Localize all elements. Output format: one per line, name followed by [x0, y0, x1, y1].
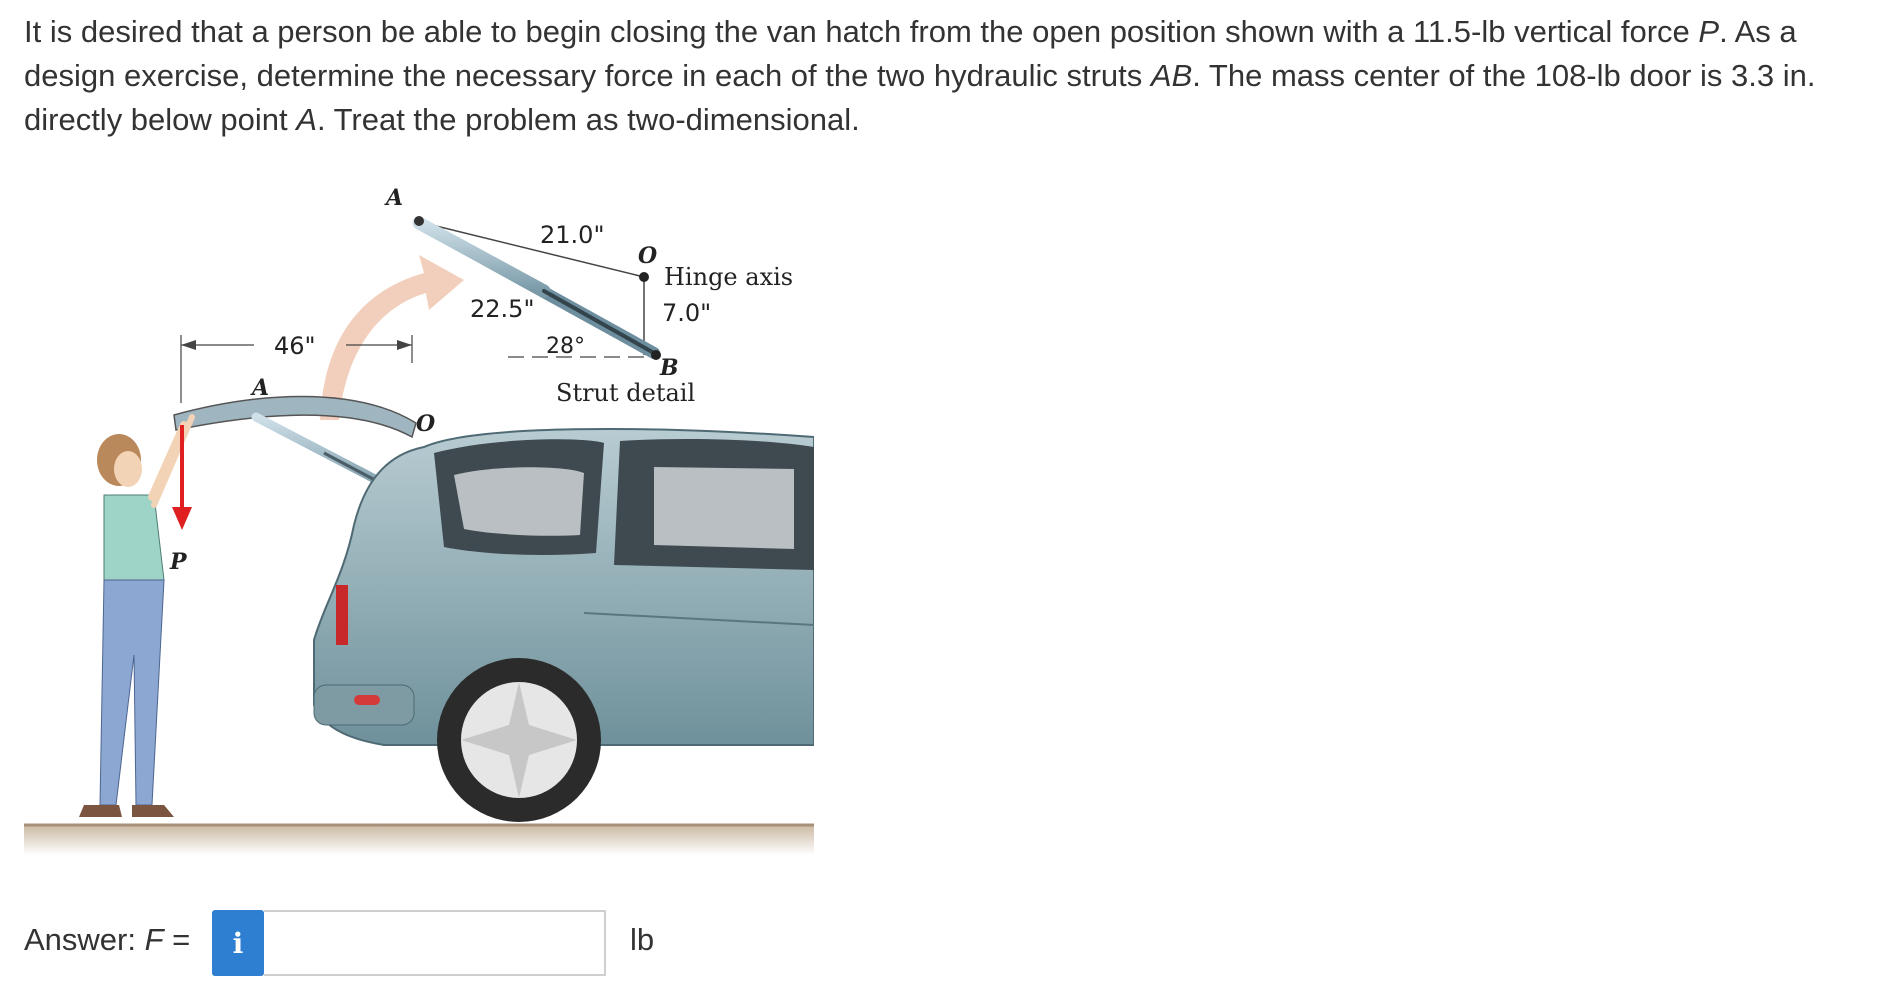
strut-detail	[384, 185, 793, 407]
dimension-46	[181, 332, 412, 403]
force-variable: P	[1698, 14, 1720, 49]
hinge-axis-label: Hinge axis	[664, 263, 794, 291]
info-icon[interactable]: i	[212, 910, 264, 976]
problem-text-3: . The mass center of the 108-lb door is 3.3 in. directly below point	[24, 58, 1816, 137]
label-A-detail: A	[386, 185, 404, 211]
label-P: P	[170, 549, 187, 575]
problem-text-1: It is desired that a person be able to begin closing the van hatch from the open position shown with a 11.5-lb vertical force	[24, 14, 1699, 49]
problem-text-2: . As a design exercise, determine the necessary force in each of the two hydraulic struts	[24, 14, 1797, 93]
hatch-door	[174, 397, 416, 438]
dim-22-5: 22.5"	[470, 295, 535, 323]
van-hatch-figure	[24, 185, 814, 860]
dim-46-label: 46"	[274, 332, 316, 360]
label-B-detail: B	[660, 355, 679, 381]
van	[314, 429, 814, 822]
problem-statement	[24, 10, 1864, 142]
label-A-main: A	[252, 375, 270, 401]
answer-input[interactable]	[264, 910, 606, 976]
answer-row	[24, 910, 724, 976]
angle-28: 28°	[546, 334, 585, 359]
strut-detail-caption: Strut detail	[556, 379, 696, 407]
label-O-detail: O	[638, 243, 658, 269]
person	[79, 417, 192, 817]
figure-drawing	[24, 185, 814, 860]
dim-7: 7.0"	[662, 299, 712, 327]
problem-text-4: . Treat the problem as two-dimensional.	[316, 102, 860, 137]
dim-21: 21.0"	[540, 221, 605, 249]
ground	[24, 825, 814, 855]
strut-variable: AB	[1150, 58, 1193, 93]
point-variable: A	[296, 102, 317, 137]
label-O-main: O	[416, 411, 436, 437]
unit-label: lb	[630, 922, 655, 957]
motion-arrow	[320, 255, 464, 420]
answer-label: Answer: F =	[24, 922, 191, 957]
